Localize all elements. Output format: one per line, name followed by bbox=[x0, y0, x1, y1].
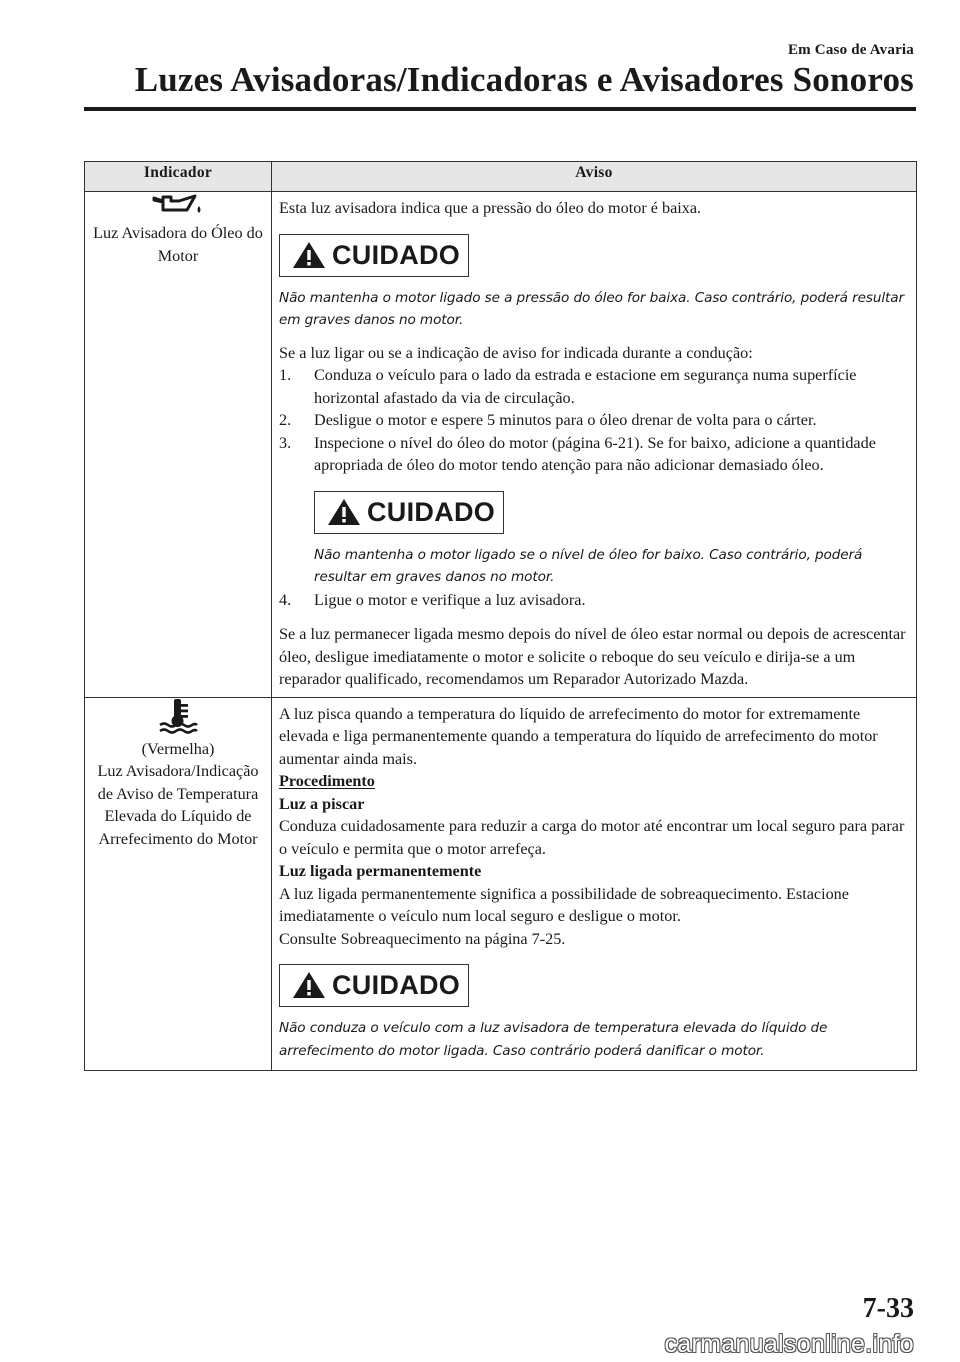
step-number: 4. bbox=[279, 590, 292, 609]
step-text: Desligue o motor e espere 5 minutos para o óleo drenar de volta para o cárter. bbox=[314, 411, 817, 429]
caution-box bbox=[279, 234, 469, 277]
indicator-label: Luz Avisadora/Indicação de Aviso de Temperatura Elevada do Líquido de Arrefecimento do Motor bbox=[97, 762, 259, 848]
table-row bbox=[85, 192, 917, 698]
page-title: Luzes Avisadoras/Indicadoras e Avisadores Sonoros bbox=[134, 60, 914, 99]
indicator-label: Luz Avisadora do Óleo do Motor bbox=[93, 224, 263, 265]
warning-triangle-icon bbox=[327, 498, 361, 526]
step-text: Conduza o veículo para o lado da estrada e estacione em segurança numa superfície horizontal afastado da via de circulação. bbox=[314, 366, 857, 407]
step-number: 2. bbox=[279, 411, 292, 429]
procedure-heading: Procedimento bbox=[279, 772, 375, 790]
chapter-label: Em Caso de Avaria bbox=[787, 42, 914, 58]
step-text: Inspecione o nível do óleo do motor (página 6-21). Se for baixo, adicione a quantidade apropriada de óleo do motor tendo atenção para não adicionar demasiado óleo. bbox=[314, 433, 876, 474]
description-text: A luz pisca quando a temperatura do líquido de arrefecimento do motor for extremamente elevada e liga permanentemente quando a temperatura do líquido de arrefecimento do motor aumentar ainda mais. bbox=[279, 704, 878, 768]
indicator-color-note: (Vermelha) bbox=[141, 739, 215, 758]
step-number: 3. bbox=[279, 433, 292, 452]
table-header-row bbox=[85, 162, 917, 192]
oil-can-icon bbox=[151, 192, 205, 218]
list-item bbox=[279, 409, 910, 432]
column-header-warning: Aviso bbox=[272, 162, 917, 192]
list-item bbox=[279, 364, 910, 409]
step-number: 1. bbox=[279, 366, 292, 384]
watermark: carmanualsonline.info bbox=[664, 1330, 914, 1358]
caution-label: CUIDADO bbox=[332, 970, 461, 1000]
table-row bbox=[85, 697, 917, 1071]
indicator-cell-temperature bbox=[85, 697, 272, 1071]
column-header-indicator: Indicador bbox=[85, 162, 272, 192]
coolant-temperature-icon bbox=[158, 698, 198, 734]
caution-label: CUIDADO bbox=[332, 239, 461, 270]
description-text: Se a luz ligar ou se a indicação de aviso for indicada durante a condução: bbox=[279, 343, 753, 362]
warning-cell-temperature bbox=[272, 697, 917, 1071]
step-text: Ligue o motor e verifique a luz avisadora. bbox=[314, 590, 586, 609]
list-item bbox=[279, 432, 910, 589]
warning-lights-table bbox=[84, 161, 917, 1071]
caution-label: CUIDADO bbox=[367, 496, 496, 527]
caution-text: Não mantenha o motor ligado se o nível de óleo for baixo. Caso contrário, poderá resultar em graves danos no motor. bbox=[314, 546, 863, 585]
caution-box bbox=[314, 491, 504, 534]
warning-triangle-icon bbox=[292, 241, 326, 269]
title-divider bbox=[84, 107, 916, 111]
procedure-list bbox=[279, 364, 910, 611]
description-text: Esta luz avisadora indica que a pressão do óleo do motor é baixa. bbox=[279, 199, 702, 217]
description-text: Se a luz permanecer ligada mesmo depois do nível de óleo estar normal ou depois de acrescentar óleo, desligue imediatamente o motor e solicite o reboque do seu veículo e dirija-se a um reparador qualificado, recomendamos um Reparador Autorizado Mazda. bbox=[279, 625, 906, 688]
caution-text: Não mantenha o motor ligado se a pressão do óleo for baixa. Caso contrário, poderá resultar em graves danos no motor. bbox=[279, 289, 904, 328]
description-text: Conduza cuidadosamente para reduzir a carga do motor até encontrar um local seguro para parar o veículo e permita que o motor arrefeça. bbox=[279, 817, 905, 858]
caution-text: Não conduza o veículo com a luz avisadora de temperatura elevada do líquido de arrefecimento do motor ligada. Caso contrário poderá danificar o motor. bbox=[279, 1020, 828, 1059]
page-reference: Consulte Sobreaquecimento na página 7-25. bbox=[279, 929, 566, 948]
page-number: 7-33 bbox=[862, 1293, 914, 1324]
warning-cell-oil bbox=[272, 192, 917, 698]
description-text: A luz ligada permanentemente significa a possibilidade de sobreaquecimento. Estacione imediatamente o veículo num local seguro e desligue o motor. bbox=[279, 884, 849, 925]
subheading-steady: Luz ligada permanentemente bbox=[279, 862, 482, 880]
warning-triangle-icon bbox=[292, 971, 326, 999]
subheading-blinking: Luz a piscar bbox=[279, 794, 365, 813]
list-item bbox=[279, 589, 910, 612]
indicator-cell-oil bbox=[85, 192, 272, 698]
caution-box bbox=[279, 964, 469, 1007]
